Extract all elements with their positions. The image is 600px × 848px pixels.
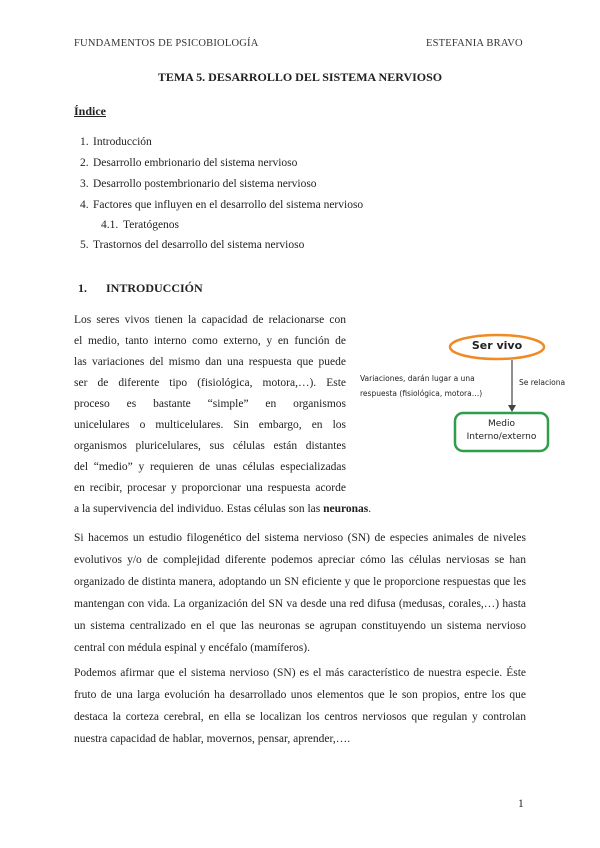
evolution-paragraph: Podemos afirmar que el sistema nervioso (SN) es el más característico de nuestra especie. Éste fruto de una larga evolución ha desarrollado unos elementos que le son propios, entre los que destaca la corteza cerebral, en ella se localizan los centros nerviosos que regulan y controlan nuestra capacidad de hablar, movernos, pensar, aprender,….: [74, 667, 526, 745]
medio-label-line2: Interno/externo: [466, 432, 537, 442]
document-title: TEMA 5. DESARROLLO DEL SISTEMA NERVIOSO: [157, 70, 443, 84]
toc-number: 4.: [80, 199, 89, 211]
medio-label-line1: Medio: [487, 419, 516, 429]
toc-number: 4.1.: [101, 219, 119, 231]
variaciones-line2: respuesta (fisiológica, motora…): [360, 389, 483, 398]
ser-vivo-label: Ser vivo: [471, 339, 523, 352]
toc-item-4-1[interactable]: [101, 219, 180, 231]
last-line-end: .: [368, 503, 372, 515]
paragraph-line: ser de diferente tipo (fisiológica, motora,…). Este: [74, 377, 346, 389]
toc-label: Introducción: [93, 136, 152, 148]
toc-item-2[interactable]: [80, 157, 298, 169]
toc-item-1[interactable]: [80, 136, 152, 148]
toc-number: 3.: [80, 178, 89, 190]
toc-number: 1.: [80, 136, 89, 148]
section-title: INTRODUCCIÓN: [106, 281, 203, 295]
toc-label: Factores que influyen en el desarrollo del sistema nervioso: [93, 199, 364, 211]
paragraph-line: proceso es bastante “simple” en organismos: [74, 398, 346, 410]
toc-label: Desarrollo postembrionario del sistema nervioso: [93, 178, 317, 190]
paragraph-last-line: [74, 499, 372, 520]
paragraph-line: Los seres vivos tienen la capacidad de relacionarse con: [74, 314, 346, 326]
toc-item-5[interactable]: [80, 239, 305, 251]
last-line-text: a la supervivencia del individuo. Estas células son las: [74, 503, 324, 515]
paragraph-line: unicelulares o multicelulares. Sin embargo, en los: [74, 419, 346, 431]
toc-label: Teratógenos: [123, 219, 180, 231]
paragraph-line: del “medio” y requieren de unas células especializadas: [74, 461, 346, 473]
toc-item-3[interactable]: [80, 178, 317, 190]
table-of-contents: [0, 136, 600, 256]
header-left: FUNDAMENTOS DE PSICOBIOLOGÍA: [74, 38, 259, 49]
phylogenetic-paragraph: Si hacemos un estudio filogenético del sistema nervioso (SN) de especies animales de niveles evolutivos y/o de complejidad diferente podemos apreciar cómo las células nerviosas se han organizado de distinta manera, adoptando un SN eficiente y que le proporcione respuestas que les mantengan con vida. La organización del SN va desde una red difusa (medusas, corales,…) hasta un sistema centralizado en el que las neuronas se agrupan constituyendo un sistema nervioso central con médula espinal y encéfalo (mamíferos).: [74, 532, 526, 654]
toc-number: 5.: [80, 239, 89, 251]
se-relaciona-label: Se relaciona: [519, 378, 566, 387]
neuronas-term: neuronas: [323, 503, 369, 515]
paragraph-line: las variaciones del mismo dan una respuesta que puede: [74, 356, 346, 368]
section-number: 1.: [78, 281, 87, 295]
toc-label: Desarrollo embrionario del sistema nervioso: [93, 157, 298, 169]
paragraph-line: en recibir, procesar y proporcionar una respuesta acorde: [74, 482, 346, 494]
relation-diagram: [355, 328, 585, 458]
relation-arrow-head: [508, 405, 516, 412]
toc-label: Trastornos del desarrollo del sistema nervioso: [93, 239, 305, 251]
page-number: 1: [518, 798, 524, 810]
toc-number: 2.: [80, 157, 89, 169]
paragraph-line: organismos pluricelulares, sus células están distantes: [74, 440, 346, 452]
header-right: ESTEFANIA BRAVO: [426, 38, 523, 49]
paragraph-line: el medio, tanto interno como externo, y en función de: [74, 335, 346, 347]
medio-label: [455, 418, 548, 444]
variaciones-label: [360, 371, 482, 401]
intro-paragraph: [74, 310, 372, 520]
variaciones-line1: Variaciones, darán lugar a una: [360, 374, 475, 383]
toc-item-4[interactable]: [80, 199, 364, 211]
index-heading: Índice: [74, 104, 107, 118]
